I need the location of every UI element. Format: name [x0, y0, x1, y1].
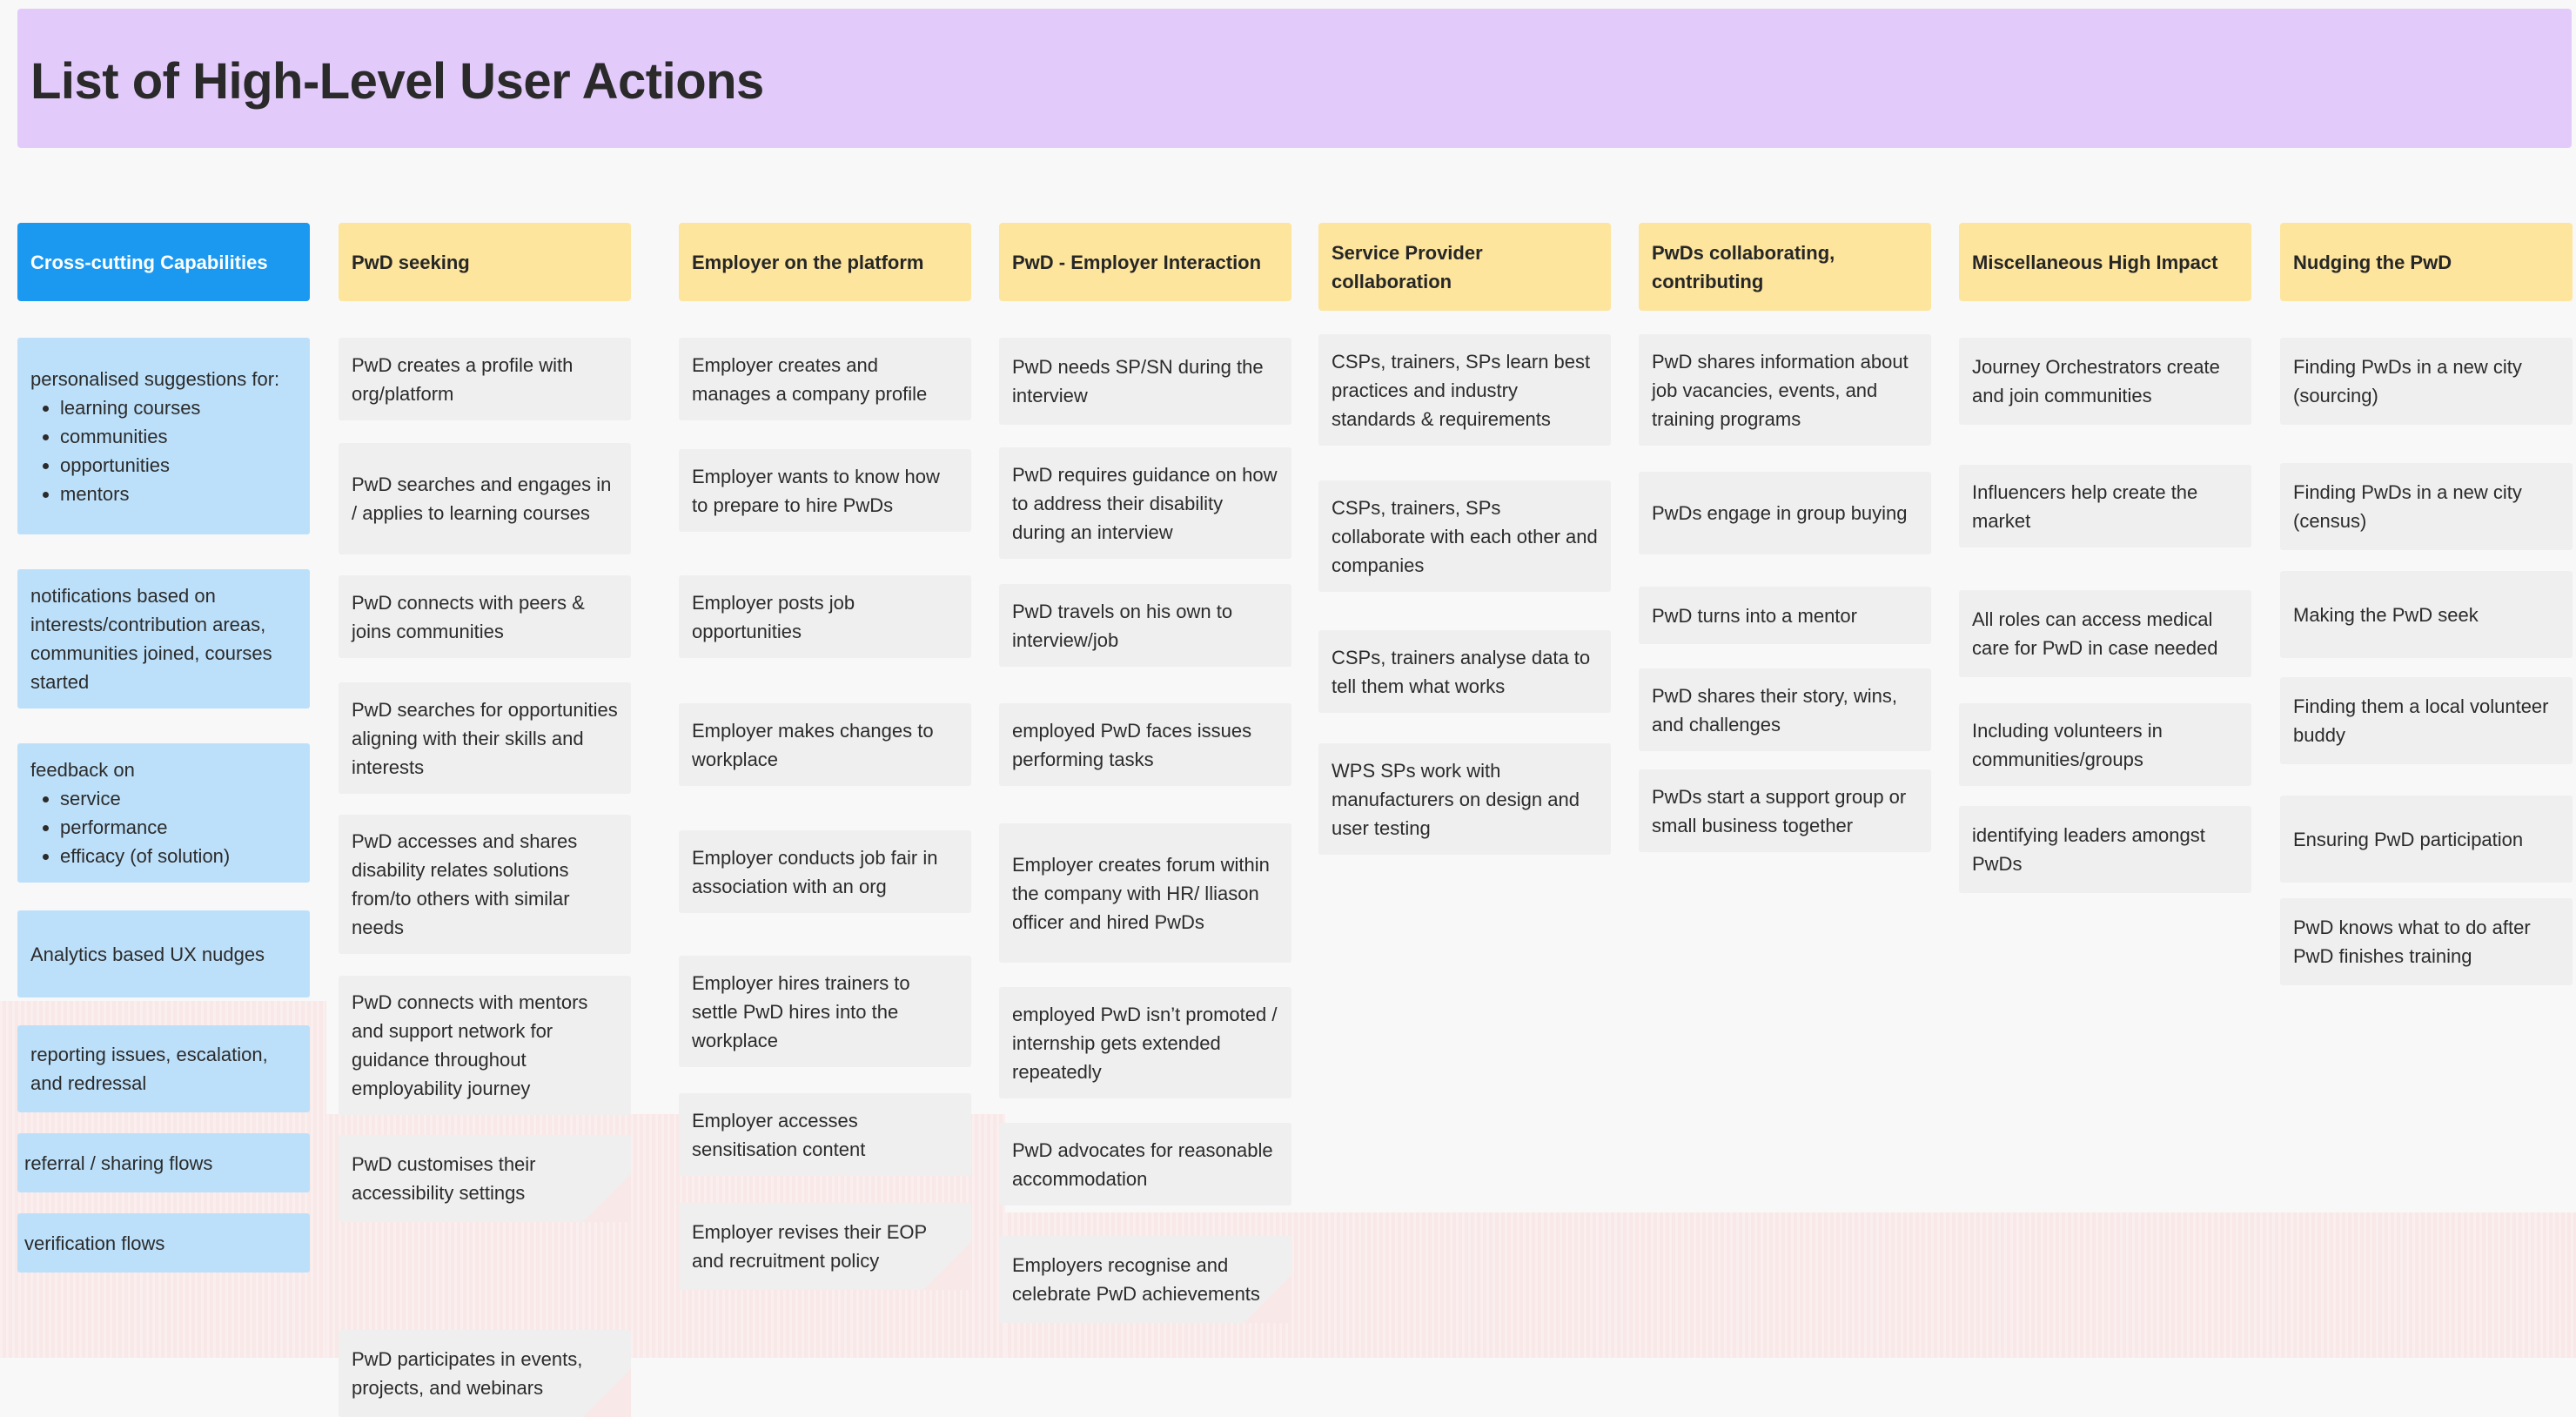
card-text: CSPs, trainers analyse data to tell them what works [1332, 646, 1591, 697]
card-text: PwDs start a support group or small business together [1652, 785, 1907, 836]
card-text: PwD connects with peers & joins communities [352, 591, 585, 642]
card-text: CSPs, trainers, SPs collaborate with each other and companies [1332, 496, 1598, 576]
bullet-list [30, 393, 297, 508]
card-text: PwD travels on his own to interview/job [1012, 600, 1233, 651]
card-pwd-creates-profile [339, 338, 631, 420]
card-text: Finding PwDs in a new city (census) [2293, 481, 2522, 532]
bullet-item: • service [60, 784, 297, 813]
card-journey-orchestrators [1959, 338, 2251, 425]
card-text: Employer conducts job fair in association with an org [692, 846, 938, 897]
card-pwd-needs-sp [999, 338, 1291, 425]
card-text: Making the PwD seek [2293, 603, 2479, 626]
card-text: Employer wants to know how to prepare to hire PwDs [692, 465, 940, 516]
card-text: PwDs engage in group buying [1652, 502, 1908, 524]
column-header: Nudging the PwD [2280, 223, 2573, 301]
card-employer-job-fair [679, 830, 971, 913]
card-text: Ensuring PwD participation [2293, 828, 2524, 850]
column-header: Miscellaneous High Impact [1959, 223, 2251, 301]
card-pwd-mentor [1639, 587, 1931, 644]
card-reporting-issues [17, 1025, 310, 1112]
card-text: Employer posts job opportunities [692, 591, 855, 642]
bullet-item: • performance [60, 813, 297, 842]
card-text: reporting issues, escalation, and redressal [30, 1044, 268, 1094]
card-volunteer-buddy [2280, 677, 2573, 764]
card-pwd-after-training [2280, 898, 2573, 985]
card-text: feedback on [30, 759, 135, 781]
card-employer-posts-jobs [679, 575, 971, 658]
card-pwd-shares-solutions [339, 815, 631, 954]
card-analytics-nudges [17, 910, 310, 997]
card-text: PwD participates in events, projects, and webinars [352, 1348, 583, 1399]
card-finding-pwds-census [2280, 463, 2573, 550]
card-text: Employer hires trainers to settle PwD hires into the workplace [692, 971, 910, 1051]
bullet-item: • learning courses [60, 393, 297, 422]
card-influencers [1959, 465, 2251, 547]
column-header: Employer on the platform [679, 223, 971, 301]
card-text: PwD searches and engages in / applies to learning courses [352, 473, 612, 524]
card-text: All roles can access medical care for PwD in case needed [1972, 608, 2218, 659]
column-header: PwD seeking [339, 223, 631, 301]
card-finding-pwds-sourcing [2280, 338, 2573, 425]
card-employer-hires-trainers [679, 956, 971, 1067]
card-pwd-advocates [999, 1123, 1291, 1205]
card-text: PwD turns into a mentor [1652, 604, 1857, 627]
card-pwd-shares-story [1639, 668, 1931, 751]
card-employer-company-profile [679, 338, 971, 420]
card-text: Employer creates and manages a company profile [692, 353, 928, 405]
card-notifications [17, 569, 310, 708]
card-text: PwD accesses and shares disability relates solutions from/to others with similar needs [352, 830, 578, 938]
card-including-volunteers [1959, 703, 2251, 786]
bullet-item: • opportunities [60, 451, 297, 480]
card-ensuring-participation [2280, 796, 2573, 883]
card-text: Journey Orchestrators create and join communities [1972, 356, 2220, 406]
card-personalised-suggestions [17, 338, 310, 534]
card-text: PwD advocates for reasonable accommodation [1012, 1138, 1273, 1190]
card-pwds-group-buying [1639, 472, 1931, 554]
column-header: Cross-cutting Capabilities [17, 223, 310, 301]
card-pwds-support-group [1639, 769, 1931, 852]
bullet-item: • efficacy (of solution) [60, 842, 297, 870]
bullet-list [30, 784, 297, 870]
card-text: CSPs, trainers, SPs learn best practices and industry standards & requirements [1332, 350, 1591, 430]
card-text: identifying leaders amongst PwDs [1972, 824, 2205, 875]
card-wps-sps-manufacturers [1318, 743, 1611, 855]
card-text: PwD needs SP/SN during the interview [1012, 356, 1264, 406]
card-text: PwD knows what to do after PwD finishes training [2293, 917, 2531, 967]
card-making-pwd-seek [2280, 571, 2573, 658]
column-header: Service Provider collaboration [1318, 223, 1611, 311]
title-banner [17, 9, 2572, 148]
card-pwd-not-promoted [999, 987, 1291, 1098]
card-text: WPS SPs work with manufacturers on design and user testing [1332, 759, 1580, 839]
card-employer-prepare-hire [679, 449, 971, 532]
card-pwd-shares-info [1639, 334, 1931, 446]
card-employer-creates-forum [999, 823, 1291, 963]
card-text: Influencers help create the market [1972, 480, 2198, 532]
card-verification-flows [17, 1213, 310, 1273]
card-csps-learn-practices [1318, 334, 1611, 446]
card-text: PwD shares information about job vacancies, events, and training programs [1652, 350, 1909, 430]
card-text: PwD searches for opportunities aligning with their skills and interests [352, 698, 618, 778]
column-pwd-seeking [339, 223, 631, 1399]
card-text: employed PwD faces issues performing tasks [1012, 719, 1252, 770]
card-pwd-travels [999, 584, 1291, 667]
card-feedback [17, 743, 310, 883]
card-text: Analytics based UX nudges [30, 943, 265, 965]
card-text: Employer accesses sensitisation content [692, 1109, 866, 1160]
card-text: employed PwD isn’t promoted / internship gets extended repeatedly [1012, 1003, 1278, 1083]
column-header: PwDs collaborating, contributing [1639, 223, 1931, 311]
card-pwd-interview-guidance [999, 447, 1291, 559]
card-text: Employer creates forum within the company with HR/ lliason officer and hired PwDs [1012, 853, 1270, 933]
column-pwd-employer-interaction [999, 223, 1291, 1305]
card-text: PwD customises their accessibility settings [352, 1153, 536, 1204]
card-csps-collaborate [1318, 480, 1611, 592]
card-employer-sensitisation [679, 1093, 971, 1176]
card-csps-analyse-data [1318, 630, 1611, 713]
card-text: Finding PwDs in a new city (sourcing) [2293, 356, 2522, 406]
card-employer-workplace-changes [679, 703, 971, 786]
card-referral-flows [17, 1133, 310, 1192]
card-pwd-learning-courses [339, 443, 631, 554]
card-text: Finding them a local volunteer buddy [2293, 695, 2549, 746]
card-text: PwD creates a profile with org/platform [352, 353, 574, 405]
card-pwd-searches-opportunities [339, 682, 631, 794]
card-employers-celebrate [999, 1236, 1291, 1323]
card-pwd-connects-mentors [339, 976, 631, 1115]
card-text: Employer makes changes to workplace [692, 719, 934, 770]
card-text: referral / sharing flows [24, 1152, 213, 1174]
card-text: Employer revises their EOP and recruitment policy [692, 1221, 927, 1272]
column-employer-on-platform [679, 223, 971, 1272]
card-pwd-participates-events [339, 1330, 631, 1417]
card-text: PwD shares their story, wins, and challenges [1652, 684, 1898, 735]
card-identifying-leaders [1959, 806, 2251, 893]
page-title: List of High-Level User Actions [30, 53, 764, 110]
card-text: Including volunteers in communities/groups [1972, 719, 2163, 770]
column-header: PwD - Employer Interaction [999, 223, 1291, 301]
card-text: personalised suggestions for: [30, 367, 280, 390]
bullet-item: • mentors [60, 480, 297, 508]
card-pwd-accessibility-settings [339, 1135, 631, 1222]
card-pwd-joins-communities [339, 575, 631, 658]
card-medical-care [1959, 590, 2251, 677]
card-pwd-task-issues [999, 703, 1291, 786]
card-text: verification flows [24, 1232, 165, 1254]
card-employer-revises-policy [679, 1203, 971, 1290]
card-text: PwD requires guidance on how to address their disability during an interview [1012, 463, 1278, 543]
card-text: Employers recognise and celebrate PwD achievements [1012, 1254, 1260, 1305]
bullet-item: • communities [60, 422, 297, 451]
card-text: PwD connects with mentors and support network for guidance throughout employability journey [352, 991, 588, 1099]
card-text: notifications based on interests/contribution areas, communities joined, courses started [30, 585, 272, 693]
